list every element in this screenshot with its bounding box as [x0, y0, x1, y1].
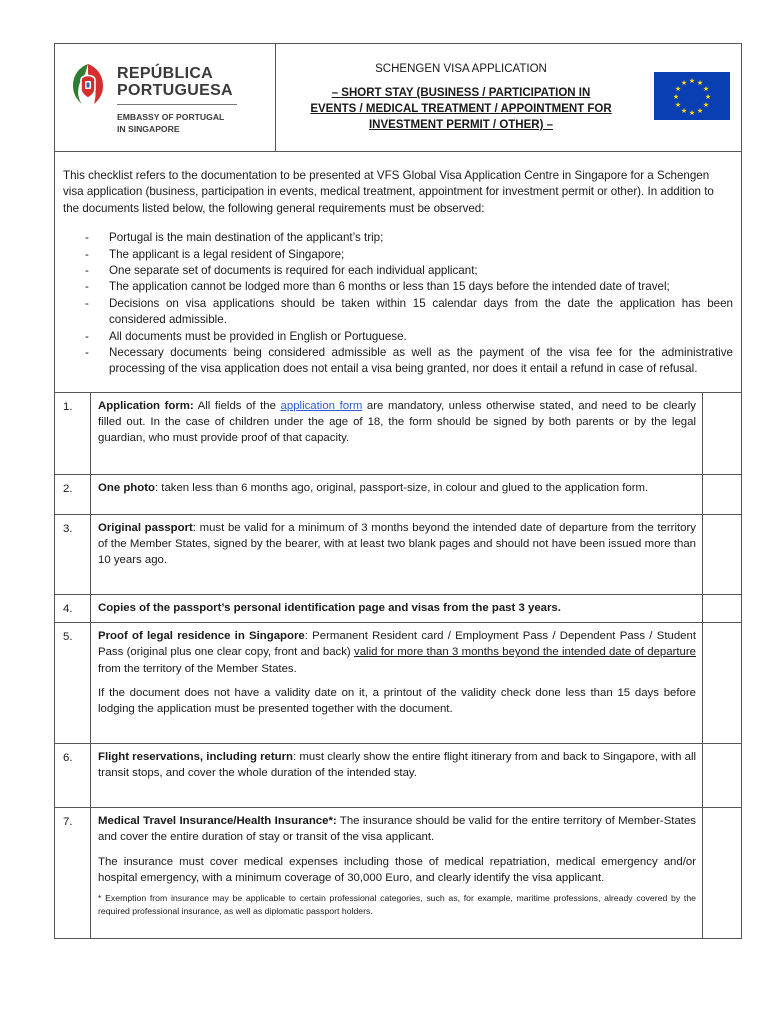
item-checkbox[interactable] [703, 392, 742, 474]
checklist-row [55, 594, 742, 622]
svg-text:★: ★ [674, 101, 682, 109]
requirement-item: - The application cannot be lodged more than 6 months or less than 15 days before the intended date of travel; [85, 280, 670, 294]
embassy-logo-block [55, 44, 276, 151]
requirement-item: - The applicant is a legal resident of Singapore; [85, 247, 345, 261]
checklist-row [55, 514, 742, 594]
title-block [276, 44, 741, 151]
item-description: Flight reservations, including return: must clearly show the entire flight itinerary from and back to Singapore, with all transit stops, and cover the whole duration of the intended stay. [91, 744, 703, 808]
item-checkbox[interactable] [703, 808, 742, 939]
document-subtitle: – SHORT STAY (BUSINESS / PARTICIPATION IN EVENTS / MEDICAL TREATMENT / APPOINTMENT FOR INVESTMENT PERMIT / OTHER) – [310, 87, 612, 131]
item-number: 2. [55, 474, 91, 514]
item-description: Proof of legal residence in Singapore: Permanent Resident card / Employment Pass / Dependent Pass / Student Pass (original plus one clear copy, front and back) valid for more than 3 months beyond the intended date of departure from the territory of the Member States. If the document does not have a validity date on it, a printout of the validity check done less than 15 days before lodging the application must be presented together with the document. [91, 623, 703, 744]
svg-text:★: ★ [702, 101, 710, 109]
requirement-item: - Portugal is the main destination of the applicant’s trip; [85, 231, 384, 245]
requirements-list [63, 230, 733, 378]
svg-text:★: ★ [688, 109, 696, 117]
intro-section [54, 152, 742, 392]
item-description: Application form: All fields of the application form are mandatory, unless otherwise stated, and need to be clearly filled out. In the case of children under the age of 18, the form should be signed by both parents or by the legal guardian, who must provide proof of that capacity. [91, 392, 703, 474]
item-number: 7. [55, 808, 91, 939]
svg-text:★: ★ [696, 107, 704, 115]
insurance-footnote: * Exemption from insurance may be applicable to certain professional categories, such as, for example, maritime professions, already covered by the required professional insurance, as well as diplomatic passport holders. [98, 893, 696, 917]
logo-divider [117, 104, 237, 105]
eu-flag-icon [654, 72, 730, 120]
item-number: 1. [55, 392, 91, 474]
svg-text:★: ★ [696, 79, 704, 87]
requirement-item: - Decisions on visa applications should be taken within 15 calendar days from the date the application has been considered admissible. [85, 296, 733, 327]
svg-text:★: ★ [680, 79, 688, 87]
portugal-emblem-icon [70, 62, 106, 106]
item-description: Copies of the passport’s personal identification page and visas from the past 3 years. [91, 594, 703, 622]
item-checkbox[interactable] [703, 744, 742, 808]
item-checkbox[interactable] [703, 514, 742, 594]
checklist-page [54, 43, 742, 939]
svg-text:★: ★ [672, 93, 680, 101]
item-number: 6. [55, 744, 91, 808]
svg-text:★: ★ [704, 93, 712, 101]
svg-text:★: ★ [680, 107, 688, 115]
intro-paragraph: This checklist refers to the documentation to be presented at VFS Global Visa Application Centre in Singapore for a Schengen visa application (business, participation in events, medical treatment, appointment for investment permit or other). In addition to the documents listed below, the following general requirements must be observed: [63, 169, 714, 215]
requirement-item: - Necessary documents being considered admissible as well as the payment of the visa fee for the administrative processing of the visa application does not entail a visa being granted, nor does it entail a refund in case of refusal. [85, 346, 733, 376]
checklist-row [55, 744, 742, 808]
item-number: 3. [55, 514, 91, 594]
item-note: If the document does not have a validity date on it, a printout of the validity check done less than 15 days before lodging the application must be presented together with the document. [98, 687, 696, 716]
requirement-item: - All documents must be provided in English or Portuguese. [85, 329, 407, 343]
checklist-row [55, 474, 742, 514]
item-description: Original passport: must be valid for a minimum of 3 months beyond the intended date of departure from the territory of the Member States, signed by the bearer, with at least two blank pages and should not have been issued more than 10 years ago. [91, 514, 703, 594]
item-number: 4. [55, 594, 91, 622]
checklist-row [55, 623, 742, 744]
item-description: Medical Travel Insurance/Health Insurance*: The insurance should be valid for the entire territory of Member-States and cover the entire duration of stay or transit of the visa applicant. The insurance must cover medical expenses including those of medical repatriation, medical emergency and/or hospital emergency, with a minimum coverage of 30,000 Euro, and clearly identify the visa applicant. * Exemption from insurance may be applicable to certain professional categories, such as, for example, maritime professions, already covered by the required professional insurance, as well as diplomatic passport holders. [91, 808, 703, 939]
item-checkbox[interactable] [703, 474, 742, 514]
embassy-name: EMBASSY OF PORTUGAL IN SINGAPORE [117, 112, 225, 134]
requirement-item: - One separate set of documents is required for each individual applicant; [85, 264, 478, 278]
checklist-row [55, 392, 742, 474]
document-title: SCHENGEN VISA APPLICATION [375, 63, 547, 75]
republic-name: REPÚBLICA PORTUGUESA [117, 65, 233, 99]
application-form-link[interactable]: application form [280, 399, 363, 412]
svg-text:★: ★ [674, 85, 682, 93]
document-header [54, 43, 742, 152]
checklist-table [54, 392, 742, 939]
svg-text:★: ★ [688, 77, 696, 85]
checklist-row [55, 808, 742, 939]
svg-text:★: ★ [702, 85, 710, 93]
item-description: One photo: taken less than 6 months ago, original, passport-size, in colour and glued to the application form. [91, 474, 703, 514]
item-checkbox[interactable] [703, 594, 742, 622]
item-number: 5. [55, 623, 91, 744]
item-checkbox[interactable] [703, 623, 742, 744]
